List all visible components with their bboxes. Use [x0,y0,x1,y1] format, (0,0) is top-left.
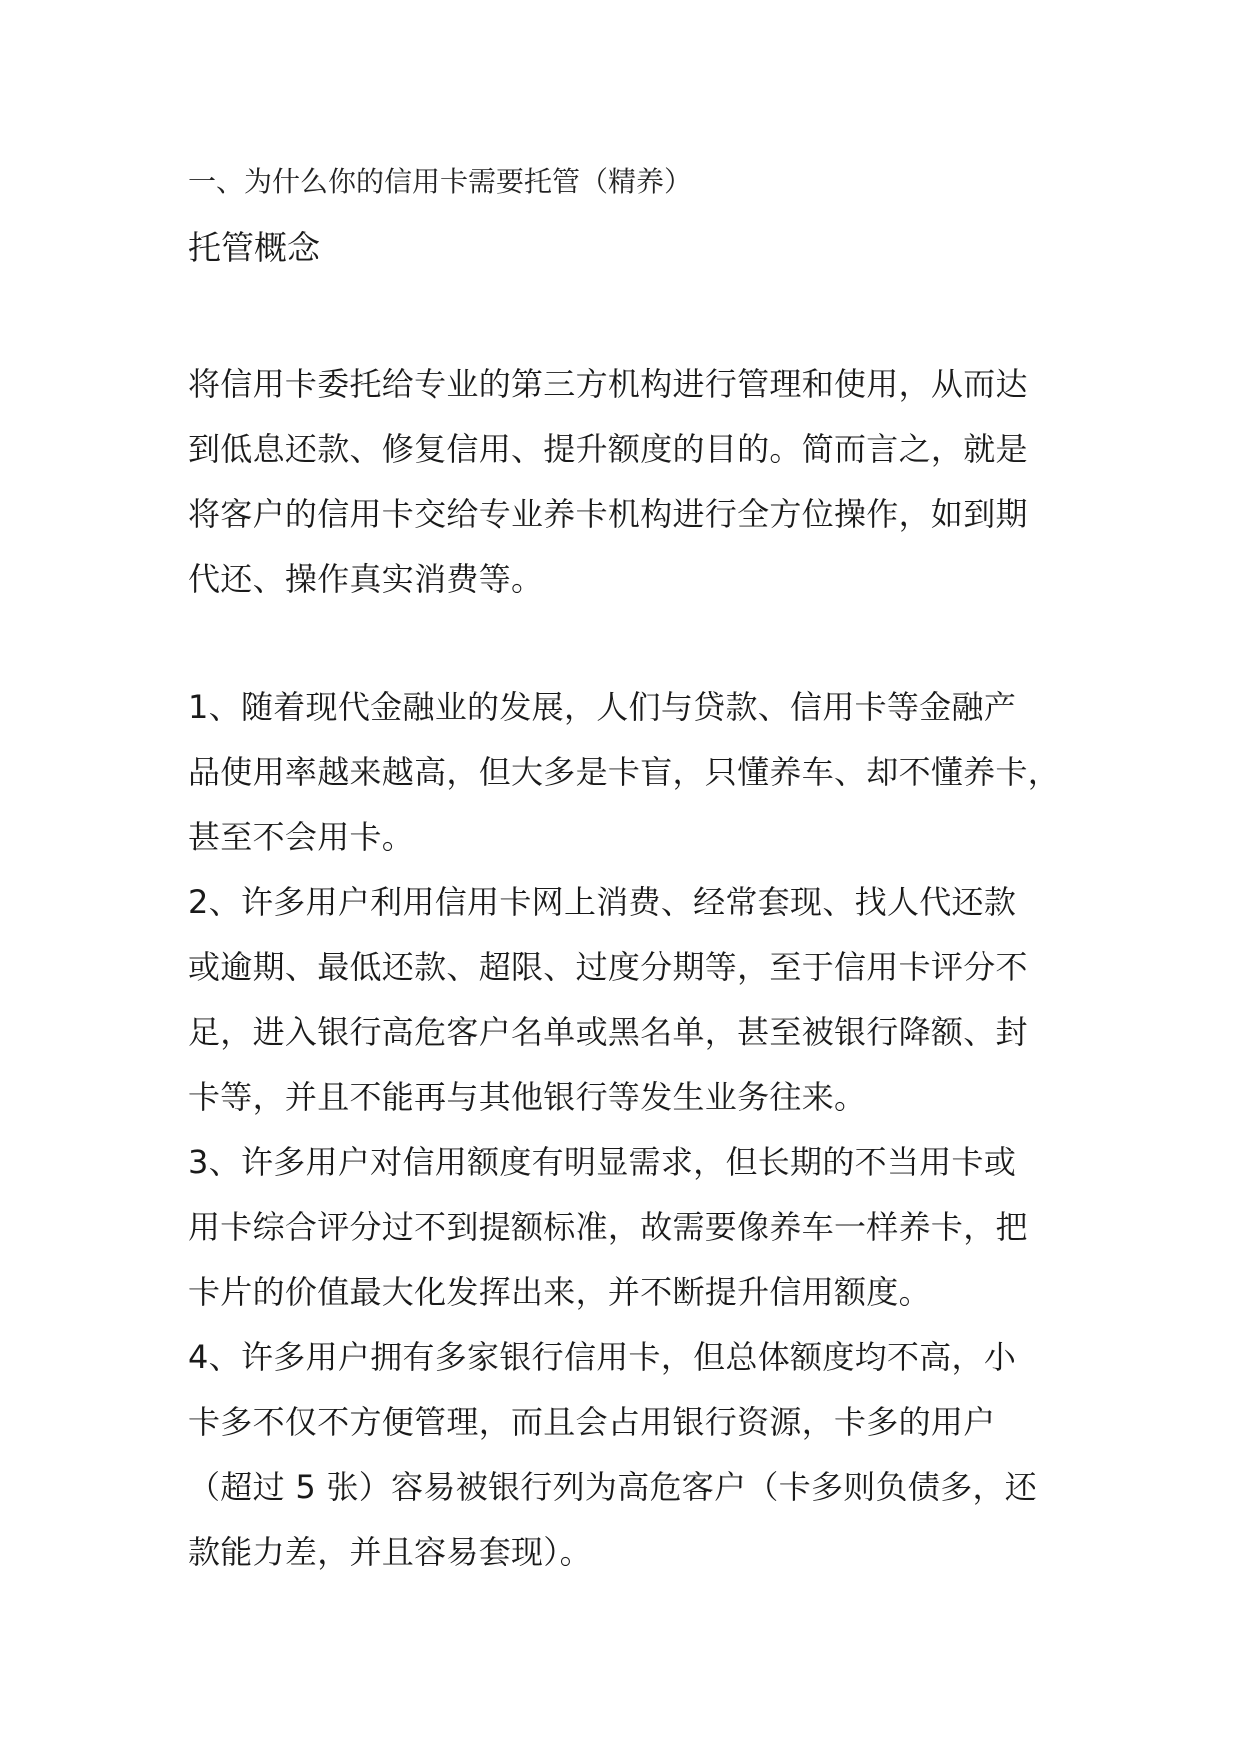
list-item-line: 款能力差，并且容易套现）。 [188,1533,592,1571]
concept-subheading: 托管概念 [188,228,320,267]
reasons-list [188,675,1068,1585]
paragraph-line: 将客户的信用卡交给专业养卡机构进行全方位操作，如到期 [188,495,1028,533]
list-item-line: 甚至不会用卡。 [188,818,415,856]
list-item-line: （超过 5 张）容易被银行列为高危客户（卡多则负债多，还 [188,1468,1038,1506]
list-item-line: 用卡综合评分过不到提额标准，故需要像养车一样养卡，把 [188,1208,1028,1246]
list-item-line: 4、许多用户拥有多家银行信用卡，但总体额度均不高，小 [188,1338,1017,1376]
list-item-line: 卡多不仅不方便管理，而且会占用银行资源，卡多的用户 [188,1403,996,1441]
list-item-line: 卡等，并且不能再与其他银行等发生业务往来。 [188,1078,867,1116]
section-heading: 一、为什么你的信用卡需要托管（精养） [188,165,693,198]
list-item-line: 卡片的价值最大化发挥出来，并不断提升信用额度。 [188,1273,931,1311]
paragraph-line: 到低息还款、修复信用、提升额度的目的。简而言之，就是 [188,430,1028,468]
paragraph-line: 代还、操作真实消费等。 [188,560,544,598]
intro-paragraph [188,352,1068,612]
list-item-line: 1、随着现代金融业的发展，人们与贷款、信用卡等金融产 [188,688,1017,726]
paragraph-line: 将信用卡委托给专业的第三方机构进行管理和使用，从而达 [188,365,1028,403]
list-item-line: 或逾期、最低还款、超限、过度分期等，至于信用卡评分不 [188,948,1028,986]
list-item-line: 3、许多用户对信用额度有明显需求，但长期的不当用卡或 [188,1143,1017,1181]
list-item-line: 品使用率越来越高，但大多是卡盲，只懂养车、却不懂养卡， [188,753,1061,791]
list-item-line: 2、许多用户利用信用卡网上消费、经常套现、找人代还款 [188,883,1017,921]
list-item-line: 足，进入银行高危客户名单或黑名单，甚至被银行降额、封 [188,1013,1028,1051]
